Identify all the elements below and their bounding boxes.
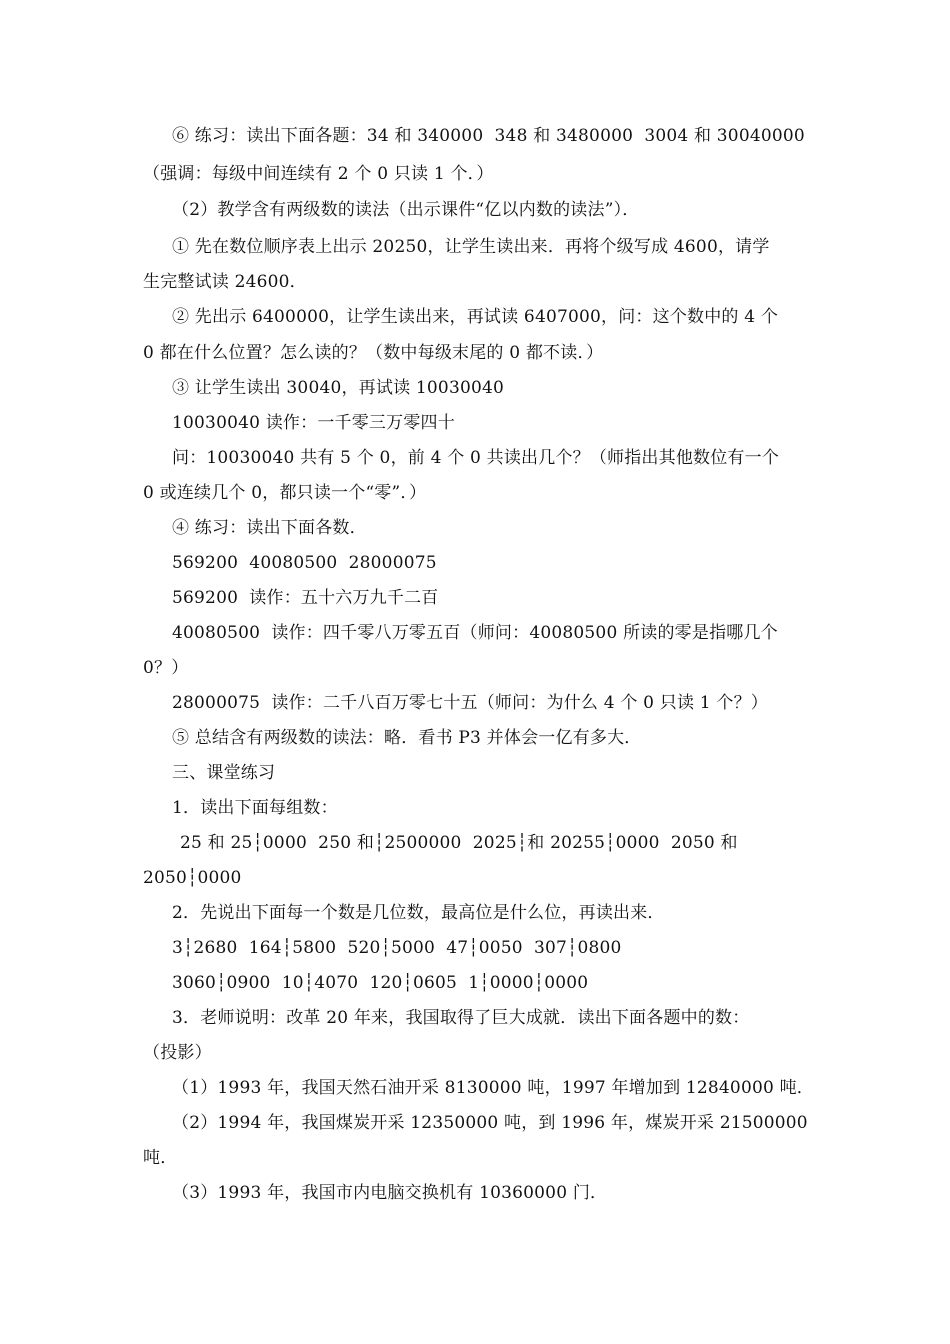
step-1-line: ① 先在数位顺序表上出示 20250，让学生读出来．再将个级写成 4600，请学 — [172, 237, 770, 257]
question-continued: 0 或连续几个 0，都只读一个“零”．） — [143, 483, 427, 503]
section-3-heading: 三、课堂练习 — [172, 763, 276, 783]
exercise-2-heading: 2．先说出下面每一个数是几位数，最高位是什么位，再读出来． — [172, 903, 665, 923]
exercise-3-item-1: （1）1993 年，我国天然石油开采 8130000 吨，1997 年增加到 12840000 吨． — [172, 1078, 815, 1098]
exercise-3-item-2-continued: 吨． — [143, 1148, 178, 1168]
exercise-3-item-2: （2）1994 年，我国煤炭开采 12350000 吨，到 1996 年，煤炭开采 21500000 — [172, 1113, 808, 1133]
numbers-list: 569200 40080500 28000075 — [172, 553, 437, 573]
reading-28000075: 28000075 读作：二千八百万零七十五（师问：为什么 4 个 0 只读 1 个？） — [172, 693, 769, 713]
summary-5-line: ⑤ 总结含有两级数的读法：略．看书 P3 并体会一亿有多大． — [172, 728, 642, 748]
question-line: 问：10030040 共有 5 个 0，前 4 个 0 共读出几个？（师指出其他数位有一个 — [172, 448, 780, 468]
practice-6-line: ⑥ 练习：读出下面各题：34 和 340000 348 和 3480000 3004 和 30040000 — [172, 126, 805, 146]
step-3-line: ③ 让学生读出 30040，再试读 10030040 — [172, 378, 505, 398]
step-1-continued: 生完整试读 24600． — [143, 272, 307, 292]
section-2-heading: （2）教学含有两级数的读法（出示课件“亿以内数的读法”）． — [172, 200, 640, 220]
exercise-3-heading: 3．老师说明：改革 20 年来，我国取得了巨大成就．读出下面各题中的数： — [172, 1008, 750, 1028]
exercise-3-projection: （投影） — [143, 1043, 212, 1063]
step-2-continued: 0 都在什么位置？怎么读的？（数中每级末尾的 0 都不读．） — [143, 343, 604, 363]
exercise-2-numbers-1: 3┆2680 164┆5800 520┆5000 47┆0050 307┆0800 — [172, 938, 622, 958]
reading-40080500-continued: 0？） — [143, 658, 189, 678]
exercise-1-heading: 1．读出下面每组数： — [172, 798, 338, 818]
emphasis-note: （强调：每级中间连续有 2 个 0 只读 1 个．） — [143, 164, 494, 184]
exercise-2-numbers-2: 3060┆0900 10┆4070 120┆0605 1┆0000┆0000 — [172, 973, 589, 993]
exercise-3-item-3: （3）1993 年，我国市内电脑交换机有 10360000 门． — [172, 1183, 608, 1203]
reading-line-1: 10030040 读作：一千零三万零四十 — [172, 413, 455, 433]
exercise-1-continued: 2050┆0000 — [143, 868, 242, 888]
reading-40080500: 40080500 读作：四千零八万零五百（师问：40080500 所读的零是指哪几个 — [172, 623, 778, 643]
practice-4-heading: ④ 练习：读出下面各数． — [172, 518, 367, 538]
reading-569200: 569200 读作：五十六万九千二百 — [172, 588, 439, 608]
step-2-line: ② 先出示 6400000，让学生读出来，再试读 6407000，问：这个数中的 4 个 — [172, 307, 779, 327]
exercise-1-numbers: 25 和 25┆0000 250 和┆2500000 2025┆和 20255┆0000 2050 和 — [180, 833, 738, 853]
